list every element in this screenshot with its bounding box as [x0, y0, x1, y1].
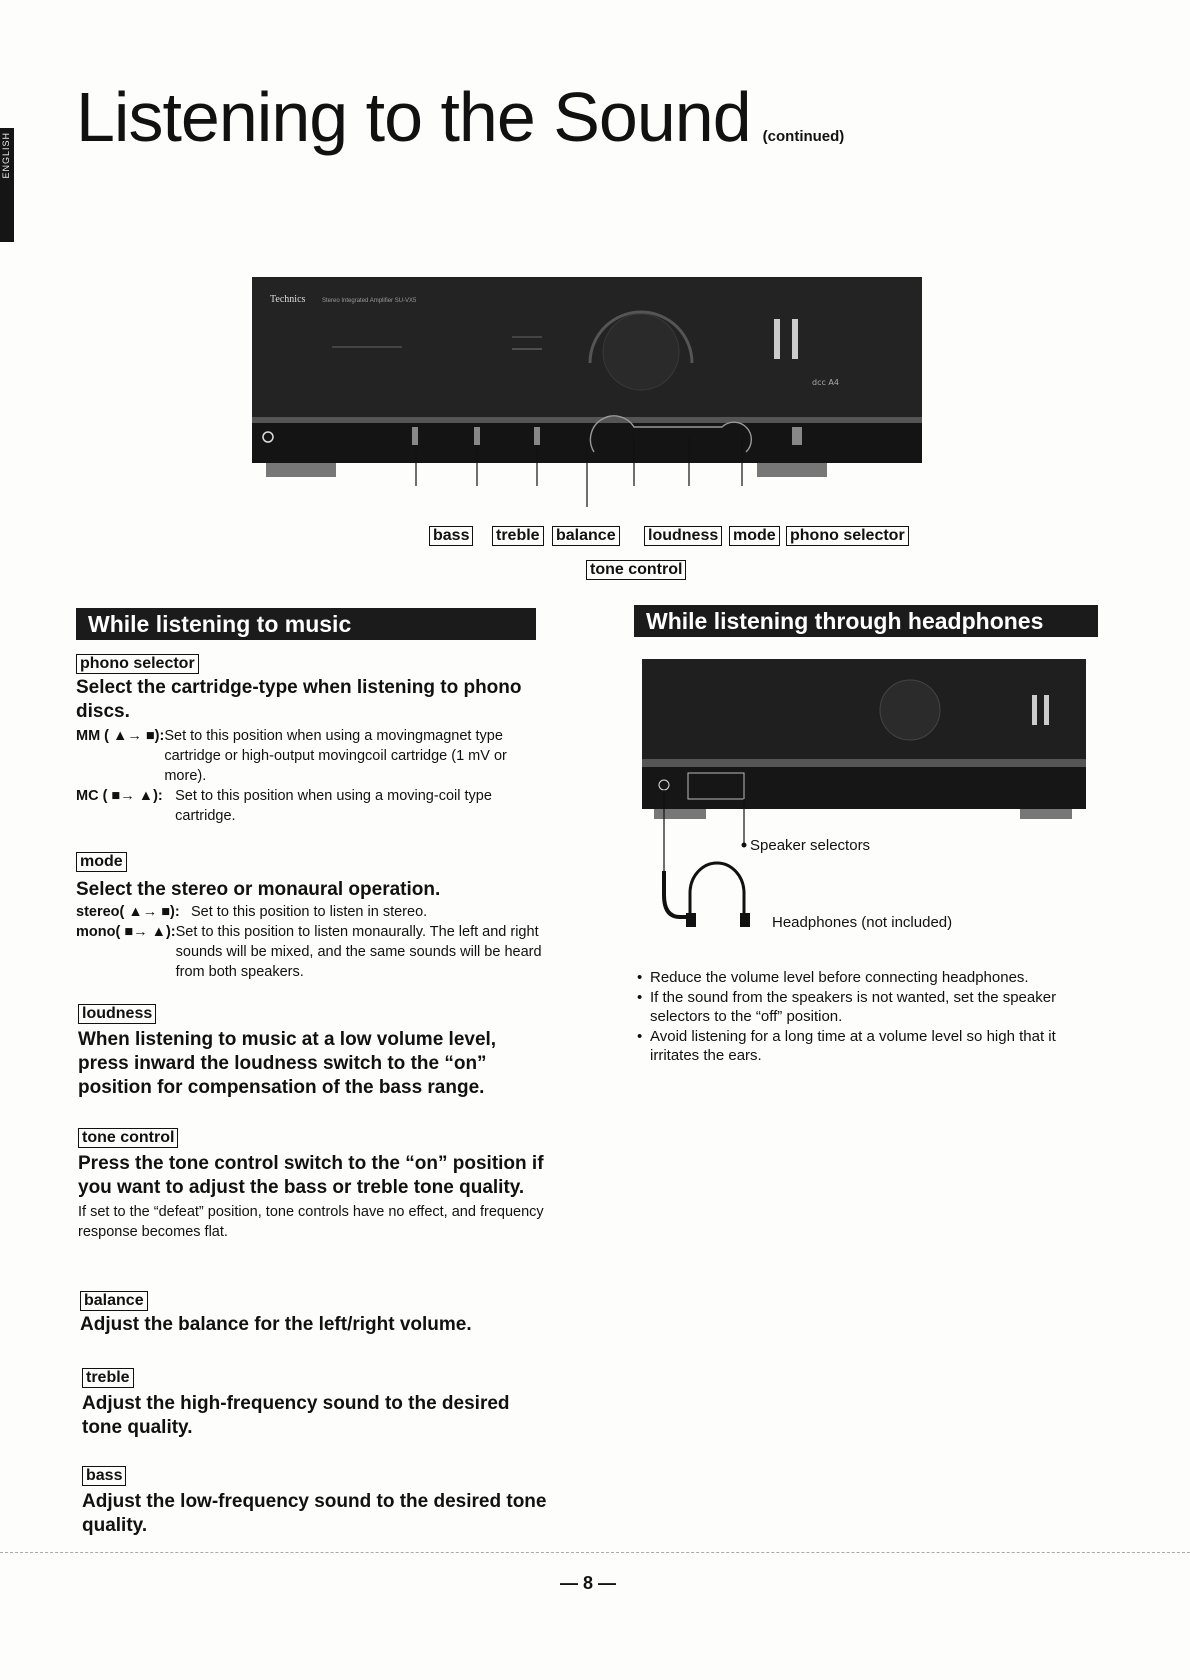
callout-balance: balance	[552, 526, 620, 546]
mode-mono-text: Set to this position to listen monaurally. The left and right sounds will be mixed, and the same sounds will be heard from both speakers.	[175, 924, 542, 980]
mode-mono-row	[76, 922, 542, 982]
callout-mode: mode	[729, 526, 780, 546]
callout-tone-control: tone control	[586, 560, 686, 580]
phono-section	[76, 654, 542, 826]
callout-phono-selector: phono selector	[786, 526, 909, 546]
mode-stereo-text: Set to this position to listen in stereo.	[191, 904, 428, 920]
mode-stereo-key: stereo( ▲→ ■):	[76, 904, 180, 920]
phono-heading: Select the cartridge-type when listening to phono discs.	[76, 677, 522, 722]
headphones-label: Headphones (not included)	[772, 914, 953, 931]
list-item: • Reduce the volume level before connecting headphones.	[636, 968, 1104, 988]
page-number: — 8 —	[560, 1573, 617, 1593]
treble-section	[82, 1368, 548, 1440]
phono-mm-text: Set to this position when using a movingmagnet type cartridge or high-output movingcoil cartridge (1 mV or more).	[164, 728, 507, 784]
phono-tag: phono selector	[76, 654, 199, 674]
amplifier-front-panel-illustration	[252, 277, 922, 507]
balance-section	[80, 1291, 546, 1337]
amp-brand: Technics	[270, 294, 306, 305]
phono-mm-key: MM ( ▲→ ■):	[76, 728, 165, 744]
callout-treble: treble	[492, 526, 544, 546]
loudness-heading: When listening to music at a low volume level, press inward the loudness switch to the “on” position for compensation of the bass range.	[78, 1029, 497, 1098]
phono-mc-text: Set to this position when using a moving-coil type cartridge.	[175, 788, 492, 824]
mode-heading: Select the stereo or monaural operation.	[76, 879, 441, 900]
language-tab	[0, 128, 14, 242]
tone-control-heading: Press the tone control switch to the “on” position if you want to adjust the bass or treble tone quality.	[78, 1153, 544, 1198]
balance-tag: balance	[80, 1291, 148, 1311]
speaker-selectors-label: Speaker selectors	[750, 837, 871, 854]
phono-mc-key: MC ( ■→ ▲):	[76, 788, 163, 804]
mode-tag: mode	[76, 852, 127, 872]
tone-control-note: If set to the “defeat” position, tone controls have no effect, and frequency response becomes flat.	[78, 1204, 544, 1240]
amp-model: Stereo Integrated Amplifier SU-VX5	[322, 298, 417, 304]
bass-section	[82, 1466, 548, 1538]
bass-heading: Adjust the low-frequency sound to the desired tone quality.	[82, 1491, 547, 1536]
list-item: • If the sound from the speakers is not wanted, set the speaker selectors to the “off” position.	[636, 988, 1104, 1027]
treble-tag: treble	[82, 1368, 134, 1388]
phono-mm-row	[76, 726, 542, 786]
mode-section	[76, 852, 542, 982]
page-title	[76, 78, 845, 156]
treble-heading: Adjust the high-frequency sound to the desired tone quality.	[82, 1393, 510, 1438]
callout-bass: bass	[429, 526, 473, 546]
section-bar-headphones: While listening through headphones	[634, 605, 1098, 637]
bottom-rule	[0, 1552, 1190, 1553]
balance-heading: Adjust the balance for the left/right volume.	[80, 1314, 472, 1335]
svg-text:dcc A4: dcc A4	[812, 378, 839, 387]
callout-loudness: loudness	[644, 526, 722, 546]
tone-control-section	[78, 1128, 544, 1242]
list-item: • Avoid listening for a long time at a volume level so high that it irritates the ears.	[636, 1027, 1104, 1066]
bass-tag: bass	[82, 1466, 126, 1486]
language-tab-label: ENGLISH	[1, 132, 11, 179]
page-title-text: Listening to the Sound	[76, 78, 751, 156]
loudness-tag: loudness	[78, 1004, 156, 1024]
headphones-connection-illustration	[640, 655, 1090, 955]
headphone-notes-list	[636, 968, 1104, 1066]
page-title-note: (continued)	[762, 128, 845, 145]
loudness-section	[78, 1004, 544, 1100]
mode-mono-key: mono( ■→ ▲):	[76, 924, 176, 940]
section-bar-music: While listening to music	[76, 608, 536, 640]
tone-control-tag: tone control	[78, 1128, 178, 1148]
phono-mc-row	[76, 786, 542, 826]
mode-stereo-row	[76, 902, 542, 922]
